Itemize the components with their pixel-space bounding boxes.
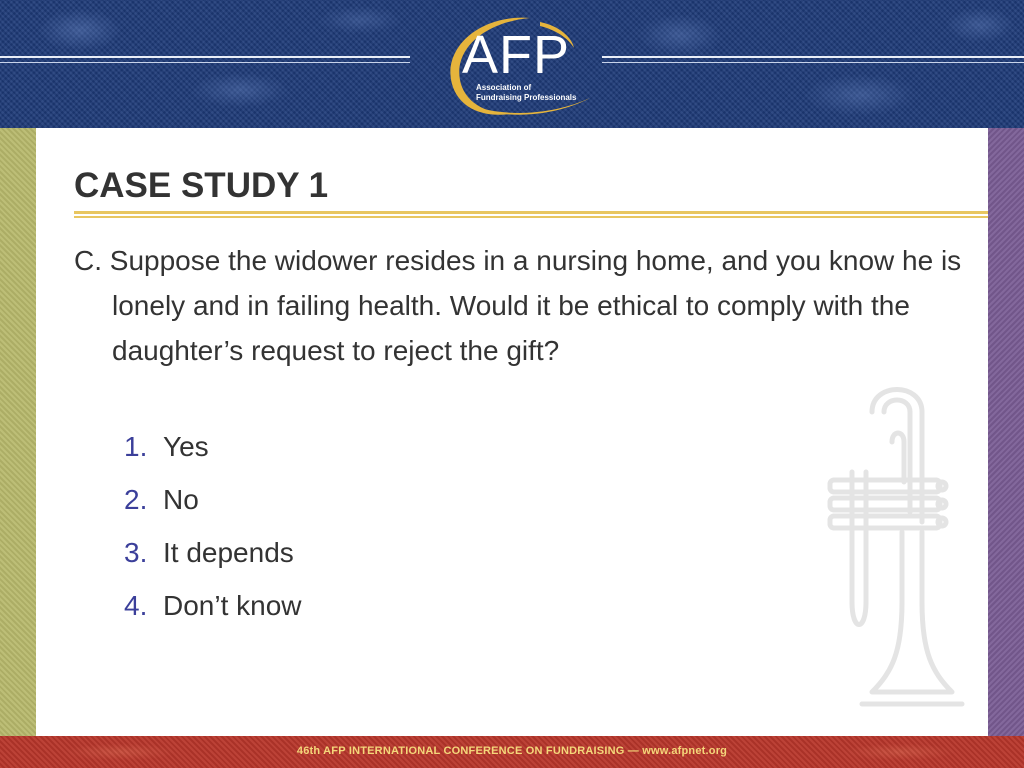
option-label: Yes — [163, 431, 209, 462]
option-label: It depends — [163, 537, 294, 568]
banner-stripe-right-thin — [602, 62, 1024, 63]
answer-options — [124, 424, 302, 636]
option-label: Don’t know — [163, 590, 302, 621]
case-question: C. Suppose the widower resides in a nursing home, and you know he is lonely and in failing health. Would it be ethical to comply with the daughter’s request to reject the gift? — [74, 245, 962, 366]
left-decorative-band — [0, 128, 36, 736]
option-label: No — [163, 484, 199, 515]
banner-stripe-left-thin — [0, 62, 410, 63]
afp-logo-text: AFP — [462, 25, 571, 85]
title-rule-top — [74, 211, 988, 214]
banner-stripe-left — [0, 56, 410, 58]
answer-option-2 — [124, 477, 302, 530]
option-number: 2. — [124, 484, 148, 515]
title-rule-bottom — [74, 216, 988, 218]
banner-stripe-right — [602, 56, 1024, 58]
trumpet-watermark-icon — [822, 372, 988, 712]
answer-option-3 — [124, 530, 302, 583]
option-number: 3. — [124, 537, 148, 568]
answer-option-1 — [124, 424, 302, 477]
slide-title: CASE STUDY 1 — [74, 166, 329, 205]
option-number: 4. — [124, 590, 148, 621]
right-decorative-band — [988, 128, 1024, 736]
answer-option-4 — [124, 583, 302, 636]
footer-conference-text: 46th AFP INTERNATIONAL CONFERENCE ON FUNDRAISING — www.afpnet.org — [296, 745, 728, 757]
afp-logo-subtitle-line1: Association of — [476, 83, 532, 92]
option-number: 1. — [124, 431, 148, 462]
afp-logo-subtitle-line2: Fundraising Professionals — [476, 93, 577, 102]
